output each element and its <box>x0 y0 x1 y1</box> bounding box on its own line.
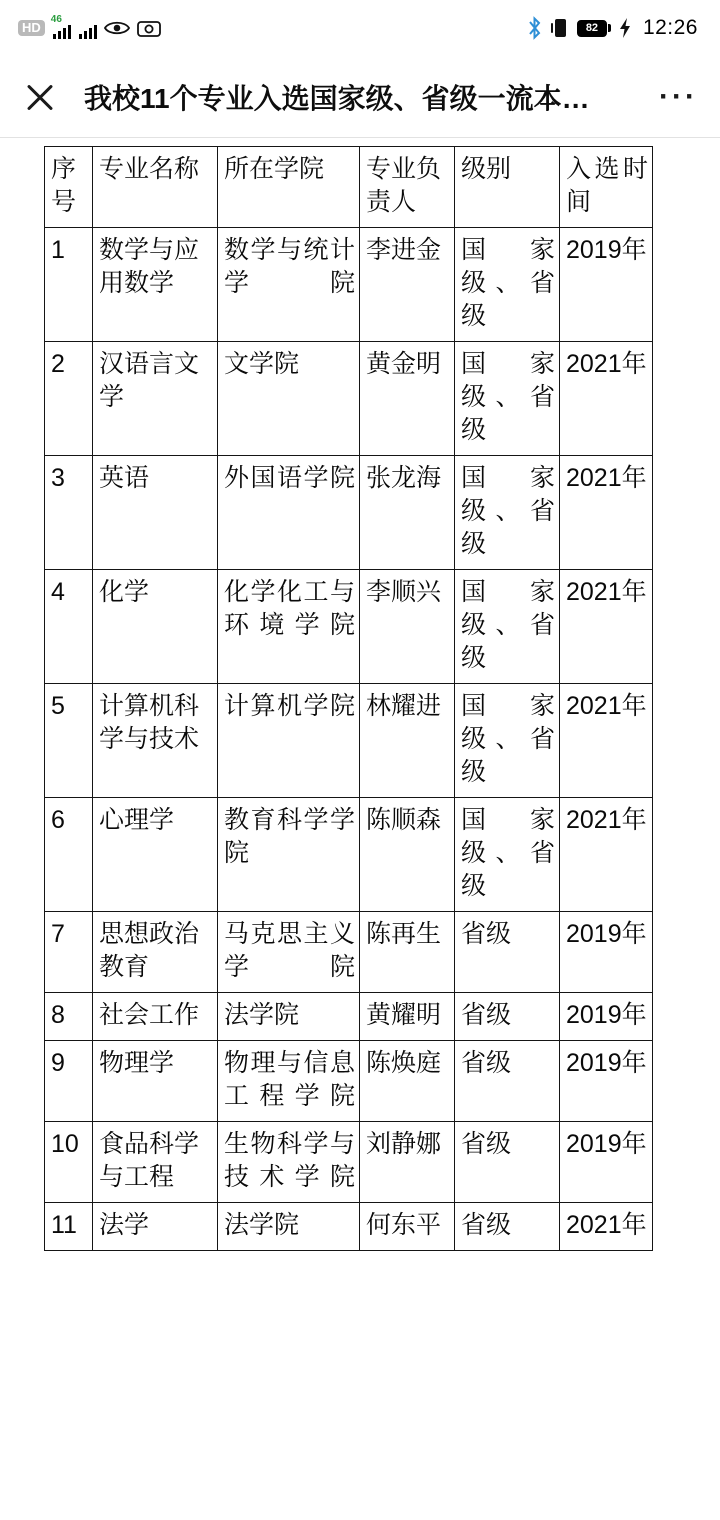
battery-level: 82 <box>579 22 605 35</box>
cell-leader: 陈焕庭 <box>360 1041 455 1122</box>
majors-table <box>44 146 653 1251</box>
cell-year: 2021年 <box>560 1203 653 1251</box>
title-bar <box>0 56 720 138</box>
cell-leader: 陈再生 <box>360 912 455 993</box>
cell-level: 国家级、省级 <box>455 570 560 684</box>
cell-college: 法学院 <box>218 993 360 1041</box>
cell-major: 社会工作 <box>93 993 218 1041</box>
cell-leader: 何东平 <box>360 1203 455 1251</box>
cell-major: 心理学 <box>93 798 218 912</box>
table-row <box>45 912 653 993</box>
cell-level: 国家级、省级 <box>455 342 560 456</box>
cell-leader: 李顺兴 <box>360 570 455 684</box>
cell-leader: 李进金 <box>360 228 455 342</box>
cell-year: 2021年 <box>560 342 653 456</box>
table-row <box>45 1203 653 1251</box>
cell-college: 外国语学院 <box>218 456 360 570</box>
column-header-year: 入选时间 <box>560 147 653 228</box>
column-header-leader: 专业负责人 <box>360 147 455 228</box>
column-header-level: 级别 <box>455 147 560 228</box>
cell-college: 数学与统计学院 <box>218 228 360 342</box>
cell-no: 11 <box>45 1203 93 1251</box>
bluetooth-icon <box>526 16 543 40</box>
cell-college: 物理与信息工程学院 <box>218 1041 360 1122</box>
page-title: 我校11个专业入选国家级、省级一流本… <box>84 82 590 114</box>
cell-level: 省级 <box>455 993 560 1041</box>
table-row <box>45 456 653 570</box>
cell-leader: 张龙海 <box>360 456 455 570</box>
cell-year: 2019年 <box>560 1041 653 1122</box>
cell-no: 8 <box>45 993 93 1041</box>
cell-year: 2019年 <box>560 228 653 342</box>
cell-no: 2 <box>45 342 93 456</box>
cell-leader: 黄金明 <box>360 342 455 456</box>
cell-year: 2019年 <box>560 993 653 1041</box>
signal-bars-secondary-icon <box>78 17 97 39</box>
cell-college: 化学化工与环境学院 <box>218 570 360 684</box>
column-header-college: 所在学院 <box>218 147 360 228</box>
cell-major: 思想政治教育 <box>93 912 218 993</box>
cell-college: 生物科学与技术学院 <box>218 1122 360 1203</box>
cell-major: 物理学 <box>93 1041 218 1122</box>
cell-level: 省级 <box>455 1122 560 1203</box>
cell-no: 7 <box>45 912 93 993</box>
cell-major: 法学 <box>93 1203 218 1251</box>
cell-level: 国家级、省级 <box>455 456 560 570</box>
cell-major: 英语 <box>93 456 218 570</box>
more-options-icon[interactable]: ··· <box>659 79 698 113</box>
cell-major: 食品科学与工程 <box>93 1122 218 1203</box>
cell-year: 2019年 <box>560 912 653 993</box>
cell-college: 法学院 <box>218 1203 360 1251</box>
cell-college: 文学院 <box>218 342 360 456</box>
table-row <box>45 798 653 912</box>
cell-level: 省级 <box>455 1041 560 1122</box>
cell-no: 9 <box>45 1041 93 1122</box>
cell-college: 教育科学学院 <box>218 798 360 912</box>
status-clock: 12:26 <box>642 16 698 39</box>
cell-level: 国家级、省级 <box>455 228 560 342</box>
cell-no: 4 <box>45 570 93 684</box>
status-bar <box>0 0 720 56</box>
table-row <box>45 1041 653 1122</box>
cell-no: 1 <box>45 228 93 342</box>
table-body <box>45 147 653 1251</box>
column-header-no: 序号 <box>45 147 93 228</box>
status-bar-left <box>18 14 161 39</box>
cell-year: 2019年 <box>560 1122 653 1203</box>
cell-level: 省级 <box>455 912 560 993</box>
cell-year: 2021年 <box>560 798 653 912</box>
cell-no: 6 <box>45 798 93 912</box>
cell-leader: 林耀进 <box>360 684 455 798</box>
column-header-major: 专业名称 <box>93 147 218 228</box>
cell-no: 3 <box>45 456 93 570</box>
hd-icon: HD <box>18 20 45 36</box>
cell-major: 化学 <box>93 570 218 684</box>
cell-major: 汉语言文学 <box>93 342 218 456</box>
cell-year: 2021年 <box>560 456 653 570</box>
table-row <box>45 684 653 798</box>
camera-icon <box>137 19 161 37</box>
cell-level: 省级 <box>455 1203 560 1251</box>
table-header-row <box>45 147 653 228</box>
cell-college: 计算机学院 <box>218 684 360 798</box>
table-row <box>45 993 653 1041</box>
cell-major: 数学与应用数学 <box>93 228 218 342</box>
signal-bars-icon: 46 <box>52 17 71 39</box>
article-content <box>0 138 720 1251</box>
status-bar-right <box>526 16 698 40</box>
vibrate-icon <box>550 16 570 40</box>
cell-leader: 刘静娜 <box>360 1122 455 1203</box>
cell-level: 国家级、省级 <box>455 684 560 798</box>
cell-major: 计算机科学与技术 <box>93 684 218 798</box>
close-icon[interactable] <box>20 77 60 117</box>
eye-icon <box>104 19 130 37</box>
cell-level: 国家级、省级 <box>455 798 560 912</box>
table-row <box>45 228 653 342</box>
cell-no: 5 <box>45 684 93 798</box>
cell-leader: 黄耀明 <box>360 993 455 1041</box>
cell-year: 2021年 <box>560 684 653 798</box>
flash-icon <box>618 17 632 39</box>
cell-year: 2021年 <box>560 570 653 684</box>
battery-icon <box>577 20 611 37</box>
table-row <box>45 570 653 684</box>
cell-leader: 陈顺森 <box>360 798 455 912</box>
table-row <box>45 1122 653 1203</box>
cell-no: 10 <box>45 1122 93 1203</box>
cell-college: 马克思主义学院 <box>218 912 360 993</box>
table-row <box>45 342 653 456</box>
